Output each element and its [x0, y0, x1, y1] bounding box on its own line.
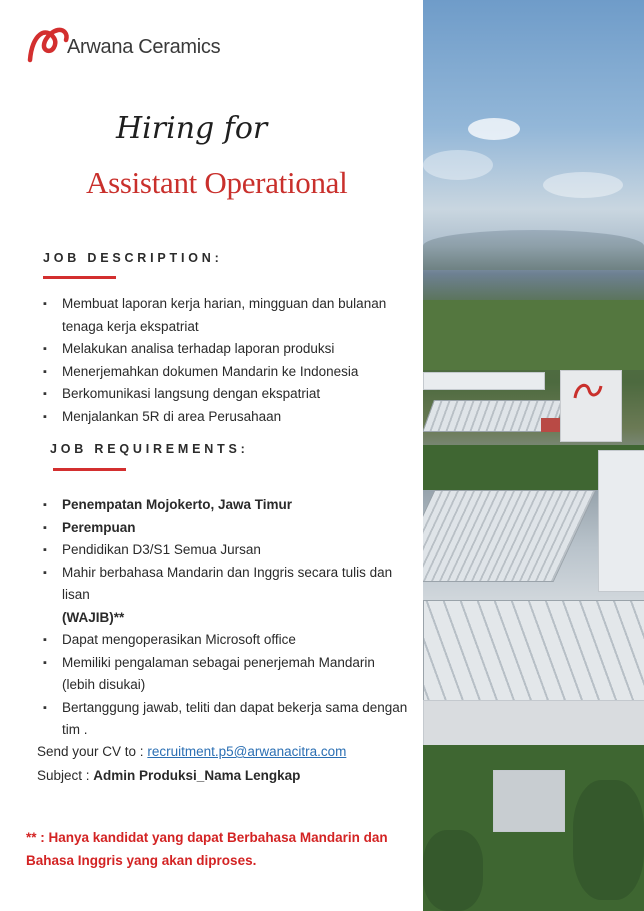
list-item: ▪ Bertanggung jawab, teliti dan dapat bekerja sama dengan tim . — [40, 697, 410, 742]
building-shape — [598, 450, 644, 592]
list-item-text: Mahir berbahasa Mandarin dan Inggris secara tulis dan lisan — [62, 564, 393, 602]
position-title: Assistant Operational — [86, 165, 348, 200]
building-shape — [493, 770, 565, 832]
trees-shape — [573, 780, 644, 900]
list-item: ▪ Memiliki pengalaman sebagai penerjemah Mandarin (lebih disukai) — [40, 652, 410, 697]
list-item: ▪ Pendidikan D3/S1 Semua Jursan — [40, 539, 410, 562]
hiring-script-text — [104, 102, 284, 158]
list-item: ▪ Berkomunikasi langsung dengan ekspatriat — [40, 383, 410, 406]
cloud-shape — [423, 150, 493, 180]
list-item: ▪ Perempuan — [40, 517, 410, 540]
list-item — [40, 562, 410, 630]
list-item: ▪ Membuat laporan kerja harian, mingguan dan bulanan tenaga kerja ekspatriat — [40, 293, 410, 338]
cloud-shape — [468, 118, 520, 140]
email-link[interactable]: recruitment.p5@arwanacitra.com — [147, 744, 347, 759]
building-shape — [423, 700, 644, 747]
tower-logo-icon — [571, 380, 605, 402]
mandatory-mark: (WAJIB)** — [62, 609, 125, 625]
job-requirements-list — [40, 494, 410, 742]
building-shape — [423, 372, 545, 390]
footnote: ** : Hanya kandidat yang dapat Berbahasa Mandarin dan Bahasa Inggris yang akan diproses. — [26, 830, 388, 868]
list-item: ▪ Penempatan Mojokerto, Jawa Timur — [40, 494, 410, 517]
list-item: ▪ Dapat mengoperasikan Microsoft office — [40, 629, 410, 652]
trees-shape — [423, 830, 483, 911]
subject-value: Admin Produksi_Nama Lengkap — [93, 768, 301, 783]
send-cv-label: Send your CV to : — [37, 744, 144, 759]
job-description-heading: JOB DESCRIPTION: — [43, 251, 223, 265]
send-cv-line — [37, 744, 346, 759]
company-name: Arwana Ceramics — [67, 36, 221, 58]
field-shape — [423, 300, 644, 370]
subject-line — [37, 768, 300, 783]
cloud-shape — [543, 172, 623, 198]
list-item: ▪ Melakukan analisa terhadap laporan produksi — [40, 338, 410, 361]
section-underline — [43, 276, 116, 279]
mountain-shape — [423, 230, 644, 270]
roof-shape — [423, 490, 596, 582]
subject-label: Subject : — [37, 768, 90, 783]
job-description-list — [40, 293, 410, 428]
list-item: ▪ Menerjemahkan dokumen Mandarin ke Indonesia — [40, 361, 410, 384]
job-requirements-heading: JOB REQUIREMENTS: — [50, 442, 249, 456]
factory-aerial-photo — [423, 0, 644, 911]
section-underline — [53, 468, 126, 471]
svg-text:Hiring for: Hiring for — [116, 111, 268, 146]
list-item: ▪ Menjalankan 5R di area Perusahaan — [40, 406, 410, 429]
